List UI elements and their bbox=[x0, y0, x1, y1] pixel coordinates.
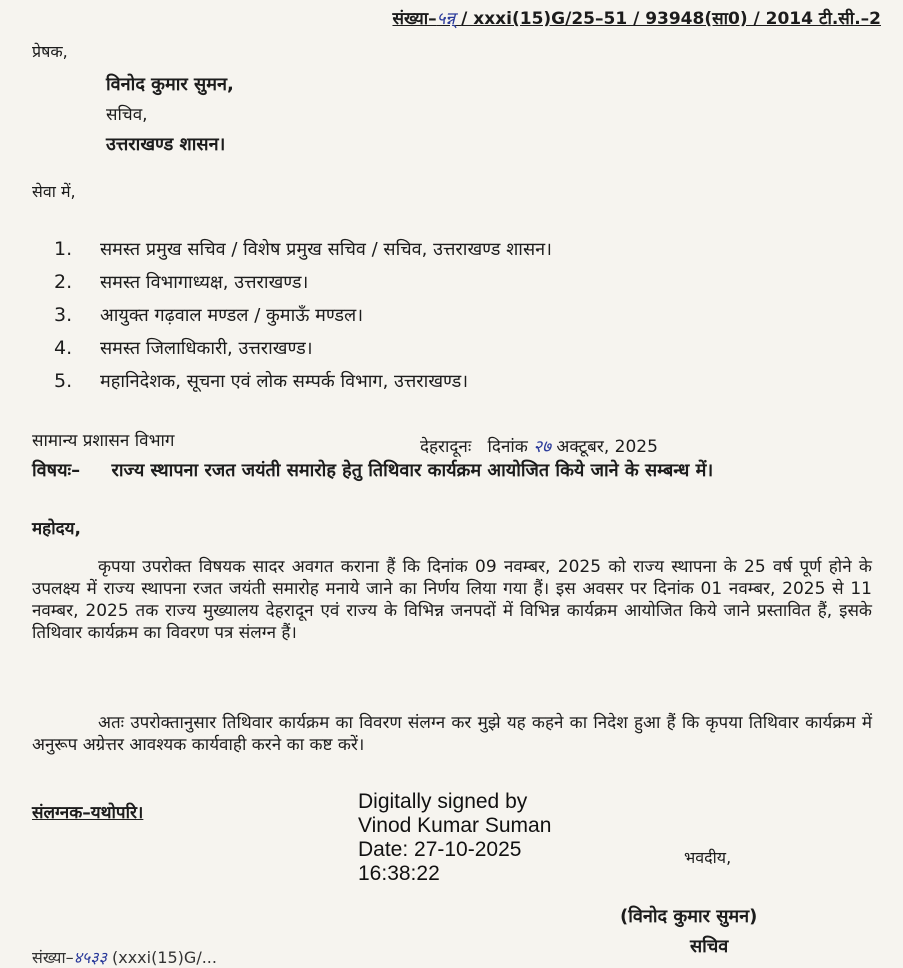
recipient-item: 4. समस्त जिलाधिकारी, उत्तराखण्ड। bbox=[54, 336, 313, 359]
recipient-item: 1. समस्त प्रमुख सचिव / विशेष प्रमुख सचिव / सचिव, उत्तराखण्ड शासन। bbox=[54, 237, 552, 260]
digital-signature-line: Vinod Kumar Suman bbox=[358, 814, 552, 837]
digital-signature-line: Digitally signed by bbox=[358, 790, 528, 813]
recipient-item: 5. महानिदेशक, सूचना एवं लोक सम्पर्क विभाग, उत्तराखण्ड। bbox=[54, 369, 469, 392]
subject-label: विषयः– bbox=[32, 460, 81, 481]
recipient-item: 2. समस्त विभागाध्यक्ष, उत्तराखण्ड। bbox=[54, 270, 309, 293]
signatory-designation: सचिव bbox=[690, 936, 729, 957]
recipient-list bbox=[54, 232, 552, 397]
reference-number bbox=[392, 6, 881, 29]
sender-office: उत्तराखण्ड शासन। bbox=[106, 134, 226, 155]
subject bbox=[32, 458, 872, 484]
digital-signature bbox=[358, 790, 658, 886]
sender-designation: सचिव, bbox=[106, 105, 148, 125]
recipient-item: 3. आयुक्त गढ़वाल मण्डल / कुमाऊँ मण्डल। bbox=[54, 303, 364, 326]
sender-label: प्रेषक, bbox=[32, 42, 68, 61]
bottom-reference-cut: संख्या–४५३३ (xxxi(15)G/... bbox=[32, 948, 217, 967]
digital-signature-line: 16:38:22 bbox=[358, 862, 440, 885]
enclosure: संलग्नक–यथोपरि। bbox=[32, 803, 144, 823]
date-label: दिनांक bbox=[487, 437, 528, 457]
signatory-name: (विनोद कुमार सुमन) bbox=[620, 906, 758, 927]
paragraph-2: अतः उपरोक्तानुसार तिथिवार कार्यक्रम का विवरण संलग्न कर मुझे यह कहने का निदेश हुआ हैं कि कृपया तिथिवार कार्यक्रम में अनुरूप अग्रेत्तर आवश्यक कार्यवाही करने का कष्ट करें। bbox=[32, 713, 872, 755]
date-place: देहरादूनः bbox=[420, 437, 472, 457]
paragraph-1: कृपया उपरोक्त विषयक सादर अवगत कराना हैं कि दिनांक 09 नवम्बर, 2025 को राज्य स्थापना के 25 वर्ष पूर्ण होने के उपलक्ष्य में राज्य स्थापना रजत जयंती समारोह मनाये जाने का निर्णय लिया गया हैं। इस अवसर पर दिनांक 01 नवम्बर, 2025 से 11 नवम्बर, 2025 तक राज्य मुख्यालय देहरादून एवं राज्य के विभिन्न जनपदों में विभिन्न कार्यक्रम आयोजित किये जाने प्रस्तावित हैं, इसके तिथिवार कार्यक्रम का विवरण पत्र संलग्न हैं। bbox=[32, 557, 872, 643]
date-line bbox=[420, 434, 658, 457]
closing: भवदीय, bbox=[684, 848, 732, 867]
reference-suffix: / xxxi(15)G/25–51 / 93948(सा0) / 2014 टी.सी.–2 bbox=[461, 9, 881, 29]
to-label: सेवा में, bbox=[32, 182, 76, 201]
sender-name: विनोद कुमार सुमन, bbox=[106, 74, 234, 95]
subject-text: राज्य स्थापना रजत जयंती समारोह हेतु तिथिवार कार्यक्रम आयोजित किये जाने के सम्बन्ध में। bbox=[111, 460, 714, 481]
salutation: महोदय, bbox=[32, 519, 81, 539]
reference-handwritten-number: ५न्न् bbox=[436, 9, 456, 29]
date-handwritten-day: २७ bbox=[533, 437, 551, 457]
department: सामान्य प्रशासन विभाग bbox=[32, 431, 175, 451]
digital-signature-line: Date: 27-10-2025 bbox=[358, 838, 522, 861]
date-rest: अक्टूबर, 2025 bbox=[556, 437, 658, 457]
reference-prefix: संख्या– bbox=[392, 9, 437, 29]
